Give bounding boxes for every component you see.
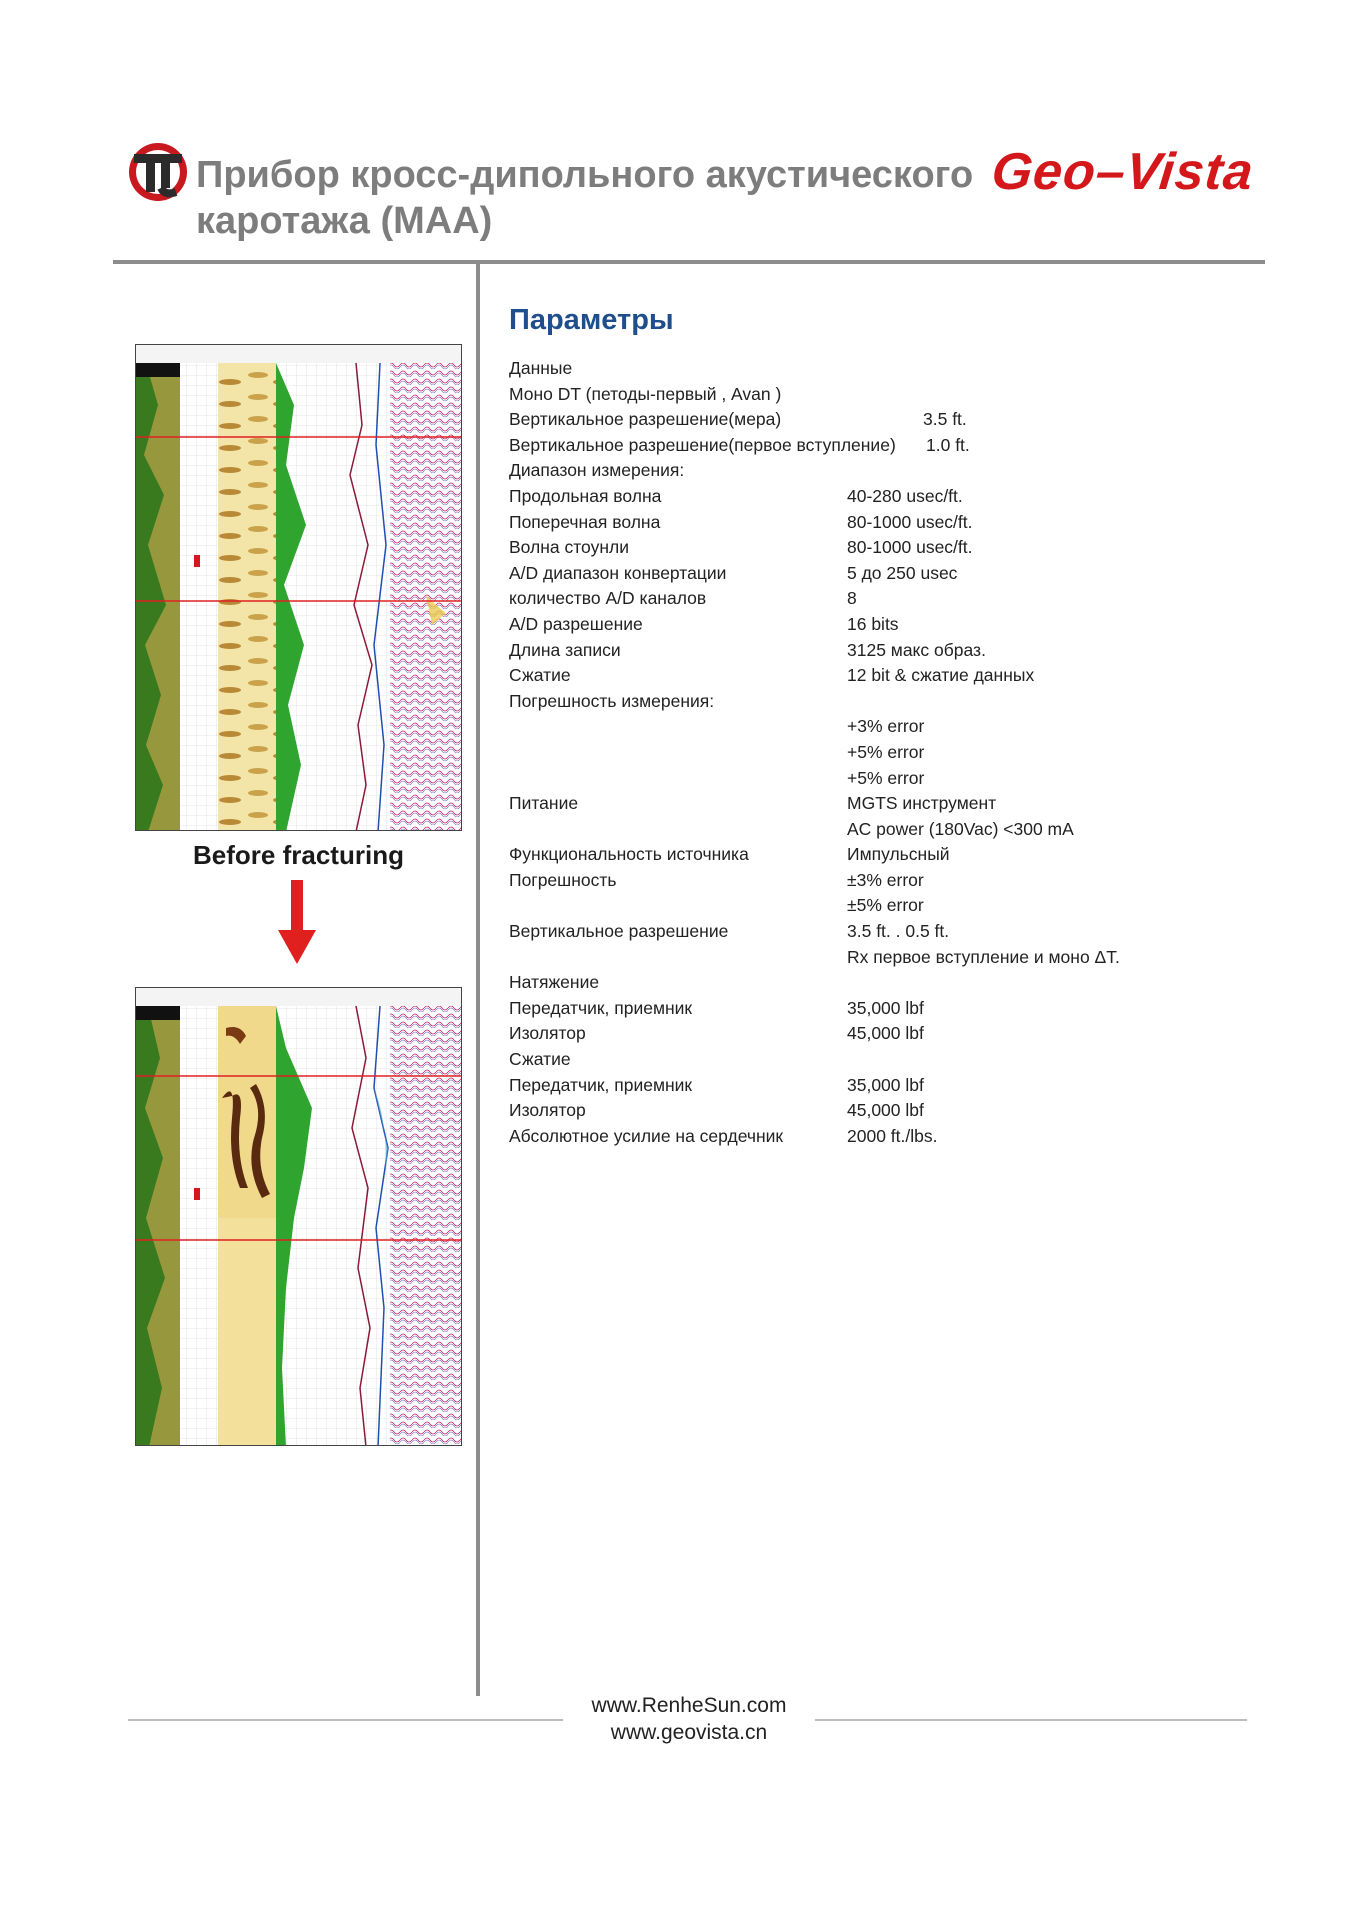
param-label: Поперечная волна: [509, 511, 661, 532]
param-row: [509, 510, 1269, 536]
footer-link-geovista[interactable]: www.geovista.cn: [610, 1721, 768, 1744]
title-line-2: каротажа (MAA): [196, 200, 493, 242]
param-row: [509, 1047, 1269, 1073]
param-value: 80-1000 usec/ft.: [847, 537, 973, 558]
param-row: [509, 612, 1269, 638]
param-row: [509, 663, 1269, 689]
param-label: Волна стоунли: [509, 537, 629, 558]
param-row: [509, 458, 1269, 484]
param-label: Погрешность измерения:: [509, 690, 715, 711]
param-row: [509, 817, 1269, 843]
param-row: [509, 766, 1269, 792]
param-row: [509, 740, 1269, 766]
param-row: [509, 407, 1269, 433]
param-value: 3125 макс образ.: [847, 639, 986, 660]
param-value: 3.5 ft. . 0.5 ft.: [847, 921, 950, 942]
param-label: A/D диапазон конвертации: [509, 562, 727, 583]
title-line-1: Прибор кросс-дипольного акустического: [196, 154, 974, 196]
param-row: [509, 1124, 1269, 1150]
param-value: 12 bit & сжатие данных: [847, 665, 1035, 686]
section-title-parameters: Параметры: [509, 304, 674, 336]
param-value: 2000 ft./lbs.: [847, 1125, 938, 1146]
footer-link-renhesun[interactable]: www.RenheSun.com: [591, 1694, 787, 1717]
param-label: Вертикальное разрешение: [509, 921, 729, 942]
param-label: Сжатие: [509, 1049, 571, 1070]
param-value: ±3% error: [847, 869, 924, 890]
footer-divider-right: [815, 1719, 1247, 1721]
param-row: [509, 433, 1269, 459]
log-image-before-fracturing: [135, 344, 462, 831]
param-value: 8: [847, 588, 857, 609]
parameters-list: [509, 356, 1269, 1149]
param-label: Сжатие: [509, 665, 571, 686]
param-row: [509, 714, 1269, 740]
param-row: [509, 970, 1269, 996]
header-divider: [113, 260, 1265, 264]
param-label: Вертикальное разрешение(первое вступление): [509, 434, 896, 455]
param-row: [509, 868, 1269, 894]
param-value: 35,000 lbf: [847, 1074, 924, 1095]
param-label: Диапазон измерения:: [509, 460, 685, 481]
param-row: [509, 945, 1269, 971]
param-row: [509, 638, 1269, 664]
param-row: [509, 791, 1269, 817]
param-label: Изолятор: [509, 1023, 586, 1044]
param-row: [509, 893, 1269, 919]
param-label: Абсолютное усилие на сердечник: [509, 1125, 784, 1146]
param-value: Импульсный: [847, 844, 950, 865]
param-label: Данные: [509, 358, 573, 378]
page-title: [196, 152, 996, 244]
param-label: Погрешность: [509, 869, 617, 890]
param-value: 35,000 lbf: [847, 997, 924, 1018]
param-label: Передатчик, приемник: [509, 1074, 693, 1095]
param-label: Натяжение: [509, 972, 600, 993]
param-row: [509, 919, 1269, 945]
param-label: Функциональность источника: [509, 844, 749, 865]
param-label: Продольная волна: [509, 485, 662, 506]
param-row: [509, 561, 1269, 587]
param-row: [509, 689, 1269, 715]
arrow-down-icon: [278, 880, 316, 964]
param-value: +3% error: [847, 716, 925, 737]
param-row: [509, 382, 1269, 408]
param-label: Передатчик, приемник: [509, 997, 693, 1018]
param-row: [509, 1021, 1269, 1047]
param-row: [509, 842, 1269, 868]
param-label: Изолятор: [509, 1100, 586, 1121]
log-image-after-fracturing: [135, 987, 462, 1446]
param-value: MGTS инструмент: [847, 793, 997, 814]
param-row: [509, 484, 1269, 510]
param-value: 40-280 usec/ft.: [847, 485, 963, 506]
footer-divider-left: [128, 1719, 563, 1721]
param-value: 3.5 ft.: [923, 409, 967, 430]
param-label: A/D разрешение: [509, 613, 643, 634]
param-value: 80-1000 usec/ft.: [847, 511, 973, 532]
param-value: ±5% error: [847, 895, 924, 916]
param-value: 16 bits: [847, 613, 899, 634]
param-label: Вертикальное разрешение(мера): [509, 409, 782, 430]
company-logo-icon: [128, 142, 188, 202]
param-row: [509, 356, 1269, 382]
param-row: [509, 535, 1269, 561]
param-row: [509, 586, 1269, 612]
param-label: Моно DT (петоды-первый , Avan ): [509, 383, 782, 404]
param-value: 45,000 lbf: [847, 1023, 924, 1044]
param-value: +5% error: [847, 741, 925, 762]
param-row: [509, 1073, 1269, 1099]
brand-logo: Geo–Vista: [988, 143, 1257, 201]
column-divider: [476, 264, 480, 1696]
param-value: AC power (180Vac) <300 mA: [847, 818, 1074, 839]
param-value: 45,000 lbf: [847, 1100, 924, 1121]
param-value: Rx первое вступление и моно ΔT.: [847, 946, 1120, 967]
param-value: 5 до 250 usec: [847, 562, 958, 583]
param-label: Длина записи: [509, 639, 621, 660]
param-row: [509, 996, 1269, 1022]
param-row: [509, 1098, 1269, 1124]
caption-before-fracturing: Before fracturing: [193, 840, 404, 870]
param-label: количество A/D каналов: [509, 588, 707, 609]
param-value: 1.0 ft.: [926, 434, 970, 455]
param-value: +5% error: [847, 767, 925, 788]
param-label: Питание: [509, 793, 579, 814]
